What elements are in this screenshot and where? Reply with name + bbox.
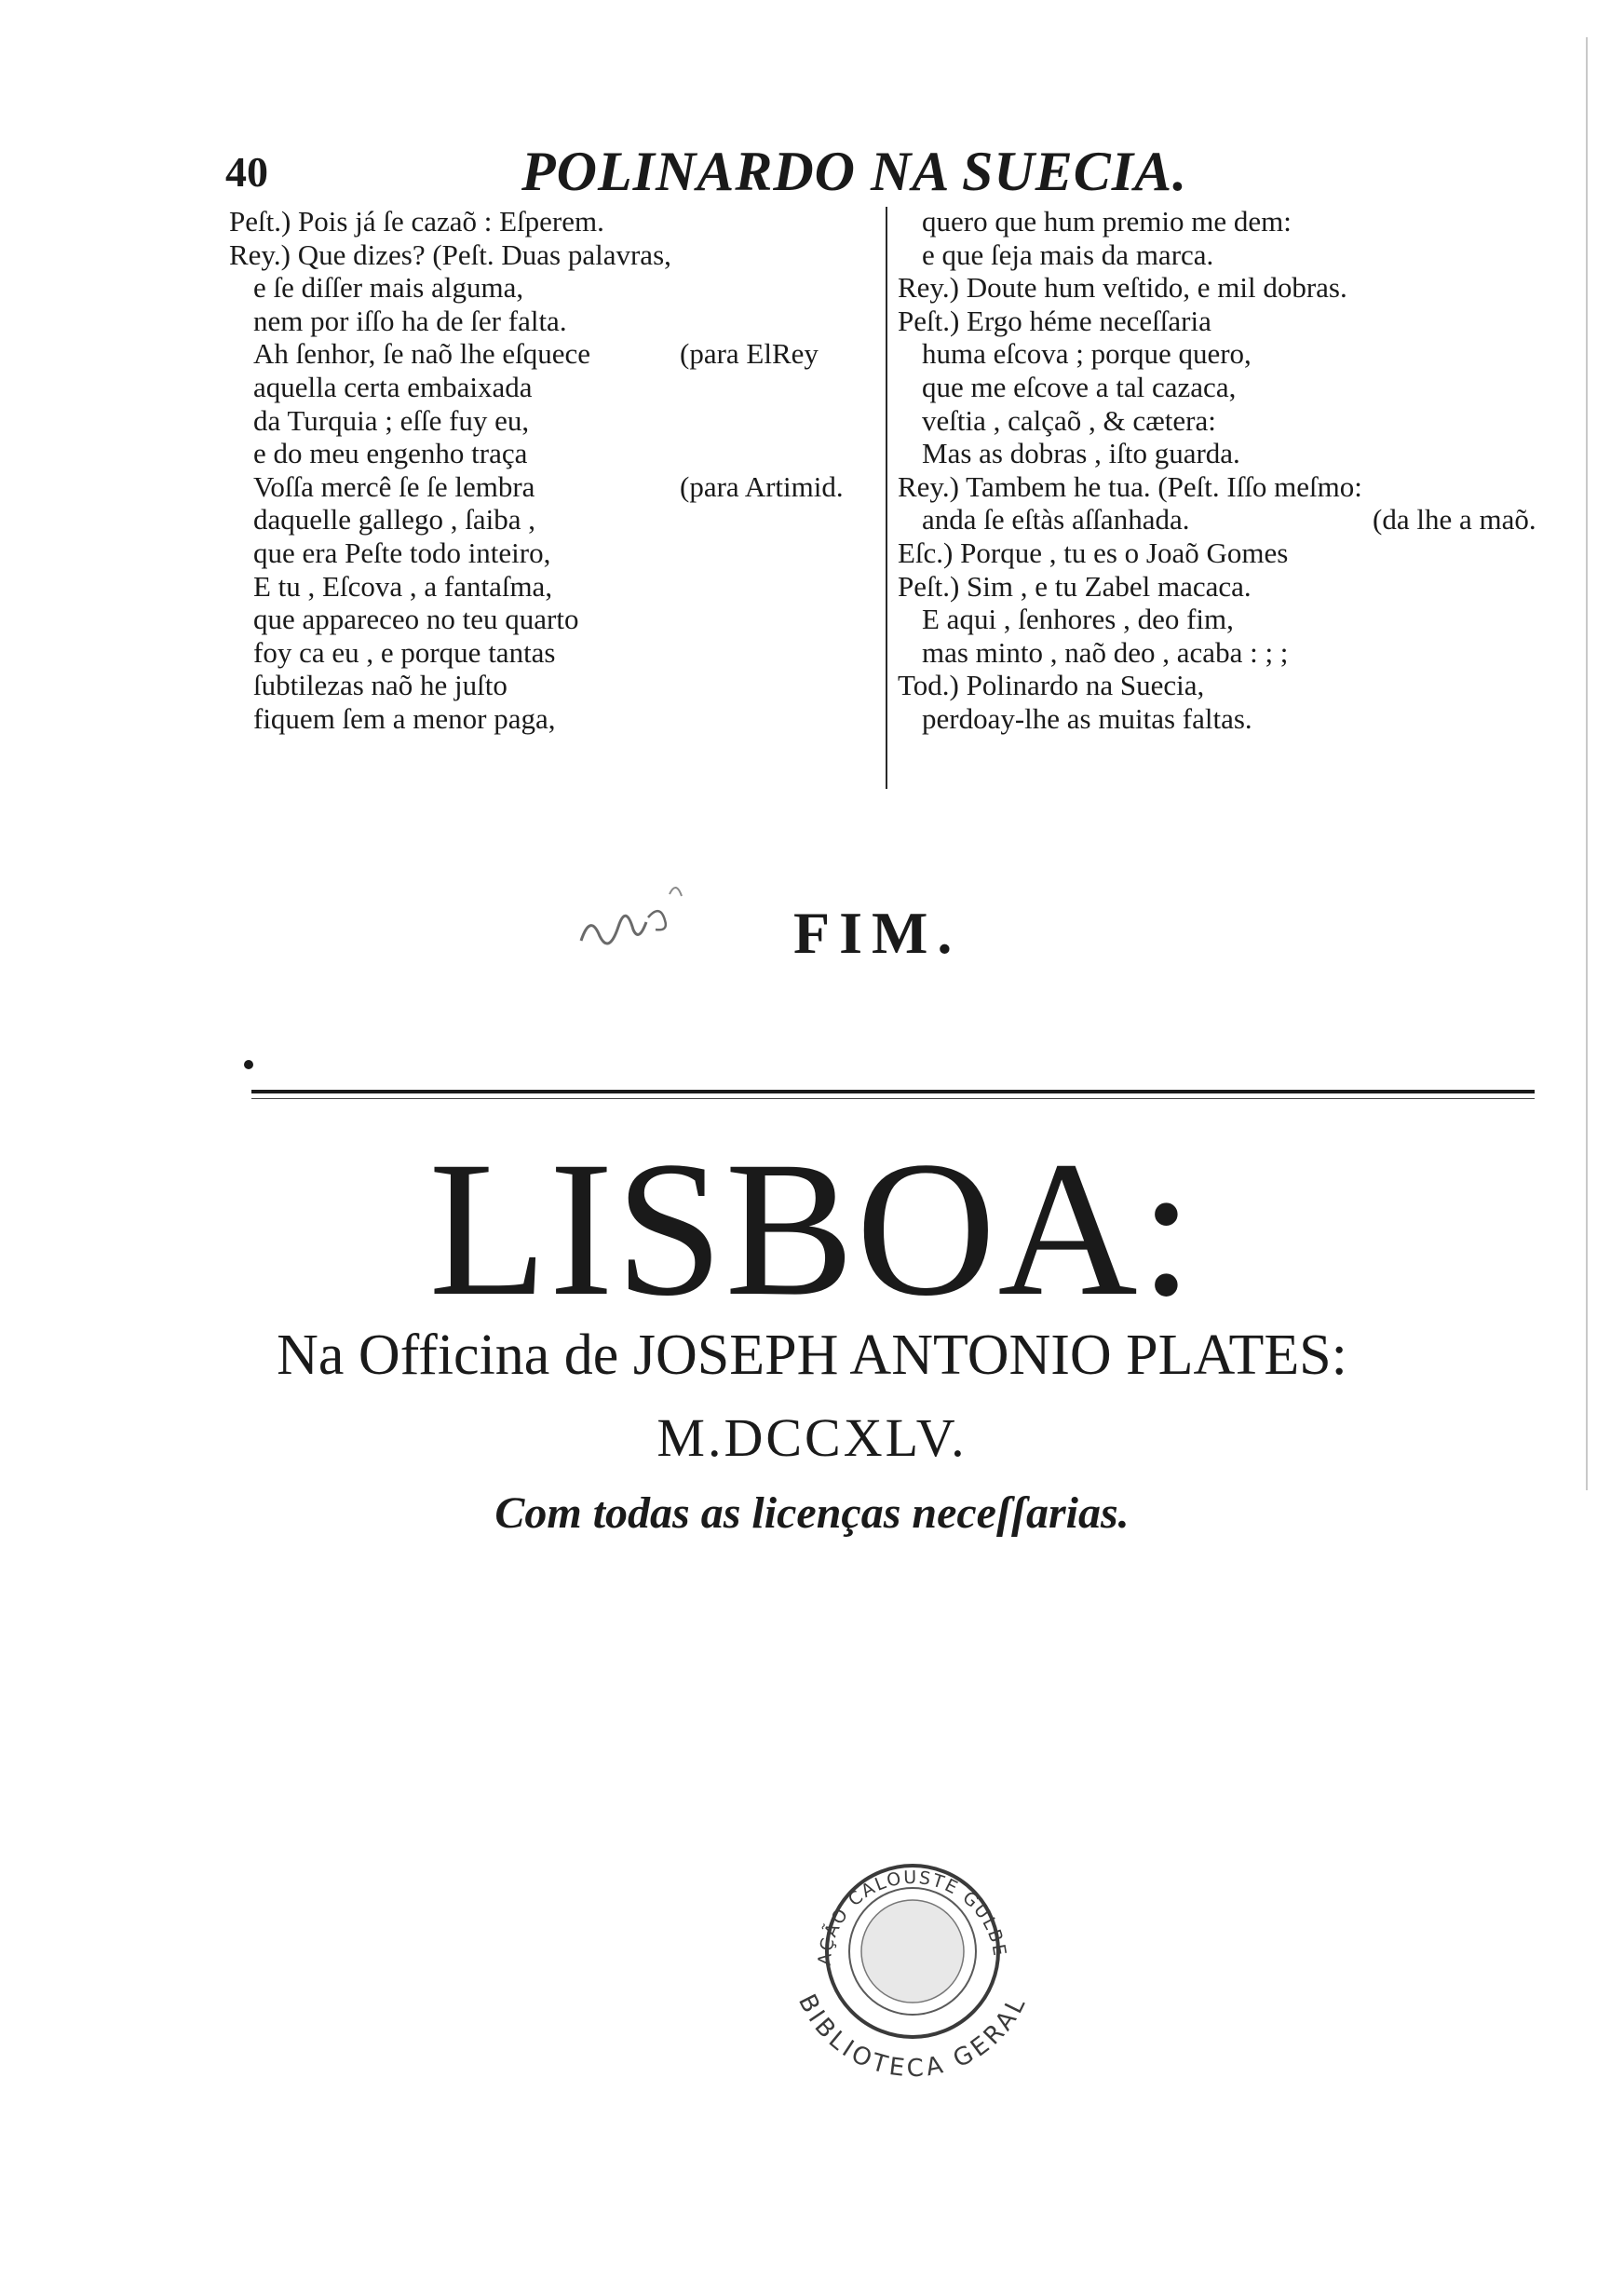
verse-text: e ſe diſſer mais alguma, [253, 271, 524, 305]
verse-line [229, 669, 881, 702]
running-head: POLINARDO NA SUECIA. [521, 141, 1188, 202]
verse-text: E aqui , ſenhores , deo fim, [922, 603, 1234, 636]
verse-line [898, 337, 1531, 371]
verse-text: Peſt.) Pois já ſe cazaõ : Eſperem. [229, 205, 604, 238]
right-column [898, 205, 1536, 736]
verse-text: ſubtilezas naõ he juſto [253, 669, 508, 702]
verse-line [898, 702, 1531, 736]
imprint-printer: Na Officina de JOSEPH ANTONIO PLATES: [277, 1324, 1347, 1387]
verse-line [229, 603, 881, 636]
verse-text: anda ſe eſtàs aſſanhada. [922, 503, 1190, 536]
divider-rule [251, 1090, 1535, 1093]
verse-text: Rey.) Tambem he tua. (Peſt. Iſſo meſmo: [898, 469, 1362, 503]
verse-line [229, 470, 881, 504]
verse-text: aquella certa embaixada [253, 370, 533, 403]
divider-rule-thin [251, 1098, 1535, 1099]
verse-line [898, 205, 1531, 238]
column-rule [886, 207, 887, 789]
imprint-year: M.DCCXLV. [656, 1407, 968, 1468]
verse-line [898, 470, 1531, 504]
verse-text: fiquem ſem a menor paga, [253, 701, 556, 735]
verse-line [229, 536, 881, 570]
verse-text: huma eſcova ; porque quero, [922, 337, 1252, 371]
verse-text: que me eſcove a tal cazaca, [922, 370, 1237, 403]
verse-text: foy ca eu , e porque tantas [253, 635, 556, 669]
verse-line [898, 271, 1531, 305]
page-number: 40 [225, 148, 268, 196]
verse-line [229, 437, 881, 470]
verse-line [898, 238, 1531, 272]
verse-text: que era Peſte todo inteiro, [253, 536, 551, 569]
verse-line [229, 271, 881, 305]
verse-line [229, 636, 881, 670]
verse-line [898, 603, 1531, 636]
stage-direction: (para ElRey [680, 337, 819, 371]
verse-text: quero que hum premio me dem: [922, 205, 1292, 238]
verse-text: Voſſa mercê ſe ſe lembra [253, 469, 535, 503]
verse-line [229, 238, 881, 272]
verse-text: mas minto , naõ deo , acaba : ; ; [922, 635, 1289, 669]
verse-text: perdoay-lhe as muitas faltas. [922, 701, 1252, 735]
verse-line [229, 404, 881, 438]
verse-line [229, 305, 881, 338]
verse-line [229, 337, 881, 371]
verse-line [898, 371, 1531, 404]
verse-line [229, 205, 881, 238]
verse-line [229, 371, 881, 404]
verse-line [898, 570, 1531, 604]
verse-text: Mas as dobras , iſto guarda. [922, 437, 1240, 470]
verse-text: e que ſeja mais da marca. [922, 238, 1214, 271]
verse-text: Eſc.) Porque , tu es o Joaõ Gomes [898, 536, 1289, 569]
verse-text: e do meu engenho traça [253, 437, 528, 470]
verse-line [229, 702, 881, 736]
verse-text: Rey.) Doute hum veſtido, e mil dobras. [898, 271, 1347, 305]
library-stamp-icon [773, 1826, 1052, 2105]
stage-direction: (da lhe a maõ. [1373, 503, 1536, 536]
verse-text: Rey.) Que dizes? (Peſt. Duas palavras, [229, 238, 671, 271]
verse-text: veſtia , calçaõ , & cætera: [922, 403, 1216, 437]
imprint-license: Com todas as licenças neceſſarias. [494, 1488, 1130, 1538]
ornament-dot [244, 1060, 253, 1069]
stamp-text-bottom: BIBLIOTECA GERAL [792, 1989, 1033, 2084]
verse-text: Peſt.) Ergo héme neceſſaria [898, 304, 1211, 337]
verse-text: Tod.) Polinardo na Suecia, [898, 669, 1205, 702]
verse-line [229, 503, 881, 536]
verse-text: daquelle gallego , ſaiba , [253, 503, 535, 536]
pencil-mark-icon [572, 876, 693, 959]
stamp-text-top: AÇÃO CALOUSTE GULBE [814, 1867, 1010, 1966]
stage-direction: (para Artimid. [680, 469, 844, 503]
verse-line [898, 305, 1531, 338]
imprint-city: LISBOA: [428, 1121, 1196, 1336]
verse-text: Ah ſenhor, ſe naõ lhe eſquece [253, 337, 590, 371]
verse-line [898, 437, 1531, 470]
verse-text: Peſt.) Sim , e tu Zabel macaca. [898, 569, 1252, 603]
verse-text: da Turquia ; eſſe fuy eu, [253, 403, 530, 437]
verse-text: E tu , Eſcova , a fantaſma, [253, 569, 553, 603]
verse-line [898, 536, 1531, 570]
verse-line [898, 669, 1531, 702]
verse-line [898, 636, 1531, 670]
fim-heading: FIM. [793, 900, 962, 966]
left-column [229, 205, 881, 736]
verse-text: que appareceo no teu quarto [253, 603, 579, 636]
verse-line [898, 404, 1531, 438]
verse-line [898, 503, 1536, 536]
verse-line [229, 570, 881, 604]
verse-text: nem por iſſo ha de ſer falta. [253, 304, 567, 337]
